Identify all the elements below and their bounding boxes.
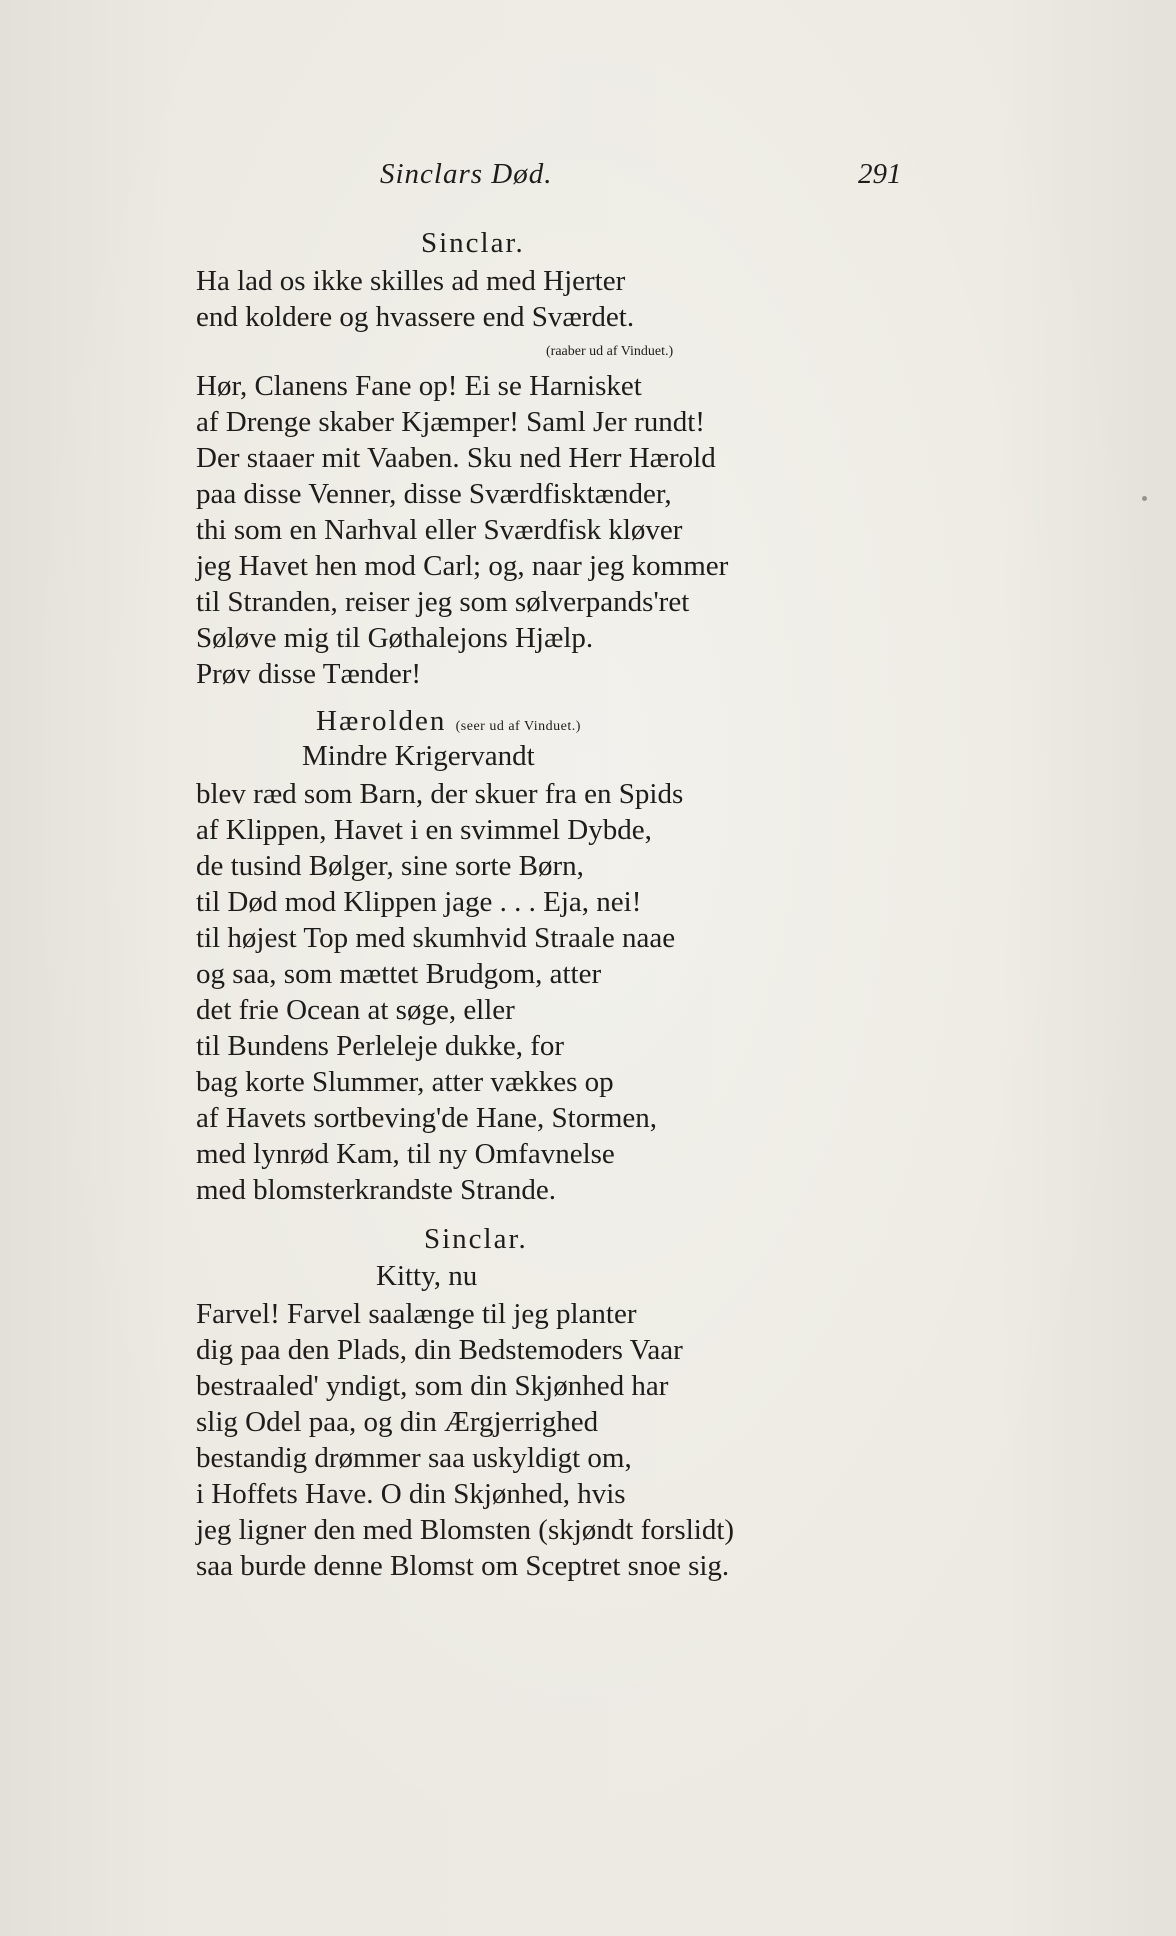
verse-block-3: [196, 1296, 734, 1584]
stage-direction-1: (raaber ud af Vinduet.): [546, 344, 674, 359]
verse-line: til højest Top med skumhvid Straale naae: [196, 922, 676, 954]
verse-line: thi som en Narhval eller Sværdfisk kløver: [196, 514, 683, 546]
verse-block-1b: [196, 368, 728, 692]
indented-line-3: Kitty, nu: [376, 1260, 478, 1292]
verse-line: jeg Havet hen mod Carl; og, naar jeg kommer: [196, 550, 729, 582]
verse-line: bestandig drømmer saa uskyldigt om,: [196, 1442, 632, 1474]
verse-line: de tusind Bølger, sine sorte Børn,: [196, 850, 584, 882]
verse-line: saa burde denne Blomst om Sceptret snoe sig.: [196, 1550, 730, 1582]
verse-line: bestraaled' yndigt, som din Skjønhed har: [196, 1370, 669, 1402]
verse-line: til Bundens Perleleje dukke, for: [196, 1030, 565, 1062]
verse-line: end koldere og hvassere end Sværdet.: [196, 301, 635, 333]
stage-direction-2: (seer ud af Vinduet.): [455, 719, 581, 734]
verse-line: i Hoffets Have. O din Skjønhed, hvis: [196, 1478, 626, 1510]
verse-block-1a: [196, 263, 634, 335]
verse-line: Der staaer mit Vaaben. Sku ned Herr Hærold: [196, 442, 716, 474]
verse-line: og saa, som mættet Brudgom, atter: [196, 958, 602, 990]
running-head: [0, 158, 1176, 198]
verse-line: det frie Ocean at søge, eller: [196, 994, 515, 1026]
verse-line: af Klippen, Havet i en svimmel Dybde,: [196, 814, 652, 846]
speaker-name: Hærolden: [316, 705, 447, 737]
speaker-sinclar-2: Sinclar.: [424, 1223, 528, 1255]
paper-speck: [1142, 496, 1147, 501]
speaker-haerolden: [316, 705, 581, 738]
verse-line: Farvel! Farvel saalænge til jeg planter: [196, 1298, 637, 1330]
verse-line: slig Odel paa, og din Ærgjerrighed: [196, 1406, 599, 1438]
verse-line: til Stranden, reiser jeg som sølverpands'ret: [196, 586, 690, 618]
verse-block-2: [196, 776, 683, 1208]
speaker-sinclar-1: Sinclar.: [421, 227, 525, 259]
verse-line: til Død mod Klippen jage . . . Eja, nei!: [196, 886, 642, 918]
verse-line: jeg ligner den med Blomsten (skjøndt forslidt): [196, 1514, 735, 1546]
verse-line: af Drenge skaber Kjæmper! Saml Jer rundt!: [196, 406, 705, 438]
page-number: 291: [858, 158, 902, 190]
verse-line: Søløve mig til Gøthalejons Hjælp.: [196, 622, 594, 654]
verse-line: Prøv disse Tænder!: [196, 658, 422, 690]
verse-line: bag korte Slummer, atter vækkes op: [196, 1066, 614, 1098]
verse-line: Hør, Clanens Fane op! Ei se Harnisket: [196, 370, 642, 402]
running-title: Sinclars Død.: [380, 158, 553, 190]
verse-line: Ha lad os ikke skilles ad med Hjerter: [196, 265, 626, 297]
verse-line: blev ræd som Barn, der skuer fra en Spids: [196, 778, 684, 810]
verse-line: dig paa den Plads, din Bedstemoders Vaar: [196, 1334, 683, 1366]
indented-line-2: Mindre Krigervandt: [302, 740, 535, 772]
verse-line: med blomsterkrandste Strande.: [196, 1174, 556, 1206]
verse-line: med lynrød Kam, til ny Omfavnelse: [196, 1138, 615, 1170]
verse-line: af Havets sortbeving'de Hane, Stormen,: [196, 1102, 658, 1134]
verse-line: paa disse Venner, disse Sværdfisktænder,: [196, 478, 672, 510]
